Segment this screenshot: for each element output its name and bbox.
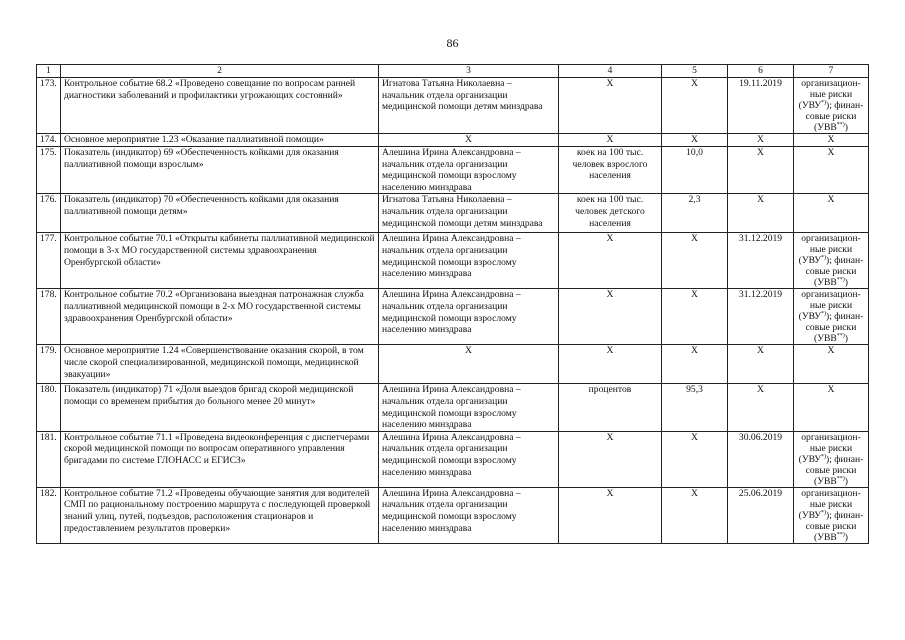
row-unit: Х (559, 345, 662, 384)
risk-footnote-mark: *) (821, 509, 827, 516)
table-row (37, 78, 869, 134)
row-value: Х (662, 431, 728, 487)
column-header: 2 (61, 65, 379, 78)
table-row (37, 134, 869, 147)
row-number: 179. (37, 345, 61, 384)
row-unit: Х (559, 431, 662, 487)
risk-footnote-mark: **) (836, 277, 845, 284)
risk-line: (УВВ (814, 333, 837, 345)
row-value: Х (662, 345, 728, 384)
risk-line: ); финан- (826, 453, 864, 465)
row-responsible: Х (379, 345, 559, 384)
row-number: 174. (37, 134, 61, 147)
risk-line: ) (844, 475, 848, 487)
risk-line: ); финан- (826, 100, 864, 111)
risk-line: ) (844, 333, 848, 345)
row-number: 173. (37, 78, 61, 134)
row-risk (794, 431, 869, 487)
risk-line: организацион- (801, 78, 861, 89)
row-responsible: Алешина Ирина Александровна – начальник отдела организации медицинской помощи взрослому населению минздрава (379, 487, 559, 543)
column-header: 4 (559, 65, 662, 78)
row-responsible: Игнатова Татьяна Николаевна – начальник отдела организации медицинской помощи детям минздрава (379, 78, 559, 134)
row-unit: Х (559, 487, 662, 543)
risk-line: совые риски (805, 266, 857, 278)
risk-line: совые риски (805, 464, 857, 476)
row-date: Х (728, 194, 794, 233)
row-responsible: Игнатова Татьяна Николаевна – начальник отдела организации медицинской помощи детям минздрава (379, 194, 559, 233)
risk-line: (УВВ (814, 475, 837, 487)
row-responsible: Алешина Ирина Александровна – начальник отдела организации медицинской помощи взрослому населению минздрава (379, 147, 559, 194)
row-description: Контрольное событие 71.1 «Проведена видеоконференция с диспетчерами скорой медицинской помощи по вопросам оперативного управления бригадами по системе ГЛОНАСС и ЕГИСЗ» (61, 431, 379, 487)
row-unit: Х (559, 233, 662, 289)
row-date: 25.06.2019 (728, 487, 794, 543)
table-row (37, 431, 869, 487)
row-unit: коек на 100 тыс. человек детского населения (559, 194, 662, 233)
table-row (37, 233, 869, 289)
row-unit: Х (559, 134, 662, 147)
row-description: Показатель (индикатор) 69 «Обеспеченность койками для оказания паллиативной помощи взрослым» (61, 147, 379, 194)
table-row (37, 147, 869, 194)
page-number: 86 (446, 36, 459, 50)
row-description: Контрольное событие 71.2 «Проведены обучающие занятия для водителей СМП по рациональному построению маршрута с последующей проверкой знаний улиц, путей, подъездов, расположения стационаров и предоставлением результатов проверки» (61, 487, 379, 543)
column-header: 5 (662, 65, 728, 78)
row-number: 177. (37, 233, 61, 289)
row-unit: Х (559, 78, 662, 134)
row-description: Показатель (индикатор) 71 «Доля выездов бригад скорой медицинской помощи со временем прибытия до больного менее 20 минут» (61, 384, 379, 431)
risk-line: ) (844, 277, 848, 289)
row-risk: Х (794, 194, 869, 233)
row-value: 10,0 (662, 147, 728, 194)
row-date: Х (728, 134, 794, 147)
risk-line: ные риски (809, 498, 853, 510)
row-number: 182. (37, 487, 61, 543)
risk-line: ); финан- (826, 509, 864, 521)
row-risk: Х (794, 147, 869, 194)
risk-footnote-mark: *) (821, 255, 827, 262)
row-value: 2,3 (662, 194, 728, 233)
row-value: Х (662, 487, 728, 543)
risk-footnote-mark: *) (821, 453, 827, 460)
row-value: Х (662, 78, 728, 134)
risk-line: совые риски (805, 322, 857, 334)
row-risk: Х (794, 345, 869, 384)
row-description: Контрольное событие 70.2 «Организована выездная патронажная служба паллиативной медицинской помощи в 2-х МО государственной системы здравоохранения Оренбургской области» (61, 289, 379, 345)
row-number: 175. (37, 147, 61, 194)
risk-line: (УВУ (798, 311, 822, 323)
row-number: 181. (37, 431, 61, 487)
row-risk: Х (794, 134, 869, 147)
table-row (37, 384, 869, 431)
risk-line: совые риски (805, 520, 857, 532)
row-description: Основное мероприятие 1.24 «Совершенствование оказания скорой, в том числе скорой специализированной, медицинской помощи, медицинской эвакуации» (61, 345, 379, 384)
row-number: 180. (37, 384, 61, 431)
row-unit: процентов (559, 384, 662, 431)
risk-line: организацион- (801, 487, 861, 499)
table-row (37, 487, 869, 543)
risk-line: (УВУ (798, 100, 822, 111)
row-date: Х (728, 147, 794, 194)
row-number: 176. (37, 194, 61, 233)
risk-footnote-mark: **) (836, 475, 845, 482)
risk-footnote-mark: **) (836, 531, 845, 538)
row-number: 178. (37, 289, 61, 345)
row-description: Показатель (индикатор) 70 «Обеспеченность койками для оказания паллиативной помощи детям» (61, 194, 379, 233)
risk-line: (УВВ (814, 531, 837, 543)
row-unit: Х (559, 289, 662, 345)
table-row (37, 194, 869, 233)
row-risk: Х (794, 384, 869, 431)
row-responsible: Х (379, 134, 559, 147)
row-value: 95,3 (662, 384, 728, 431)
risk-line: (УВУ (798, 255, 822, 267)
program-table (36, 64, 869, 544)
row-date: 31.12.2019 (728, 233, 794, 289)
row-description: Основное мероприятие 1.23 «Оказание паллиативной помощи» (61, 134, 379, 147)
column-number-row (37, 65, 869, 78)
risk-line: организацион- (801, 233, 861, 245)
row-unit: коек на 100 тыс. человек взрослого населения (559, 147, 662, 194)
row-date: 30.06.2019 (728, 431, 794, 487)
risk-line: ные риски (809, 89, 853, 100)
risk-line: совые риски (805, 111, 857, 122)
risk-line: ные риски (809, 442, 853, 454)
risk-line: ные риски (809, 244, 853, 256)
row-date: 31.12.2019 (728, 289, 794, 345)
risk-line: ); финан- (826, 255, 864, 267)
risk-line: (УВВ (814, 277, 837, 289)
risk-footnote-mark: *) (821, 311, 827, 318)
risk-line: (УВУ (798, 509, 822, 521)
row-risk (794, 233, 869, 289)
row-value: Х (662, 233, 728, 289)
risk-line: ) (844, 531, 848, 543)
column-header: 6 (728, 65, 794, 78)
column-header: 3 (379, 65, 559, 78)
row-date: Х (728, 345, 794, 384)
row-description: Контрольное событие 68.2 «Проведено совещание по вопросам ранней диагностики заболеваний и профилактики угрожающих состояний» (61, 78, 379, 134)
risk-line: ) (844, 122, 848, 133)
row-responsible: Алешина Ирина Александровна – начальник отдела организации медицинской помощи взрослому населению минздрава (379, 233, 559, 289)
risk-footnote-mark: **) (836, 333, 845, 340)
row-responsible: Алешина Ирина Александровна – начальник отдела организации медицинской помощи взрослому населению минздрава (379, 384, 559, 431)
row-responsible: Алешина Ирина Александровна – начальник отдела организации медицинской помощи взрослому населению минздрава (379, 431, 559, 487)
row-value: Х (662, 134, 728, 147)
risk-line: ); финан- (826, 311, 864, 323)
risk-line: ные риски (809, 300, 853, 312)
row-risk (794, 487, 869, 543)
column-header: 7 (794, 65, 869, 78)
risk-footnote-mark: **) (836, 121, 845, 128)
table-row (37, 289, 869, 345)
column-header: 1 (37, 65, 61, 78)
risk-line: (УВВ (814, 122, 837, 133)
risk-footnote-mark: *) (821, 99, 827, 106)
row-risk (794, 289, 869, 345)
risk-line: (УВУ (798, 453, 822, 465)
row-description: Контрольное событие 70.1 «Открыты кабинеты паллиативной медицинской помощи в 3-х МО государственной системы здравоохранения Оренбургской области» (61, 233, 379, 289)
risk-line: организацион- (801, 431, 861, 443)
row-date: 19.11.2019 (728, 78, 794, 134)
table-row (37, 345, 869, 384)
row-risk (794, 78, 869, 134)
row-date: Х (728, 384, 794, 431)
row-value: Х (662, 289, 728, 345)
risk-line: организацион- (801, 289, 861, 301)
row-responsible: Алешина Ирина Александровна – начальник отдела организации медицинской помощи взрослому населению минздрава (379, 289, 559, 345)
